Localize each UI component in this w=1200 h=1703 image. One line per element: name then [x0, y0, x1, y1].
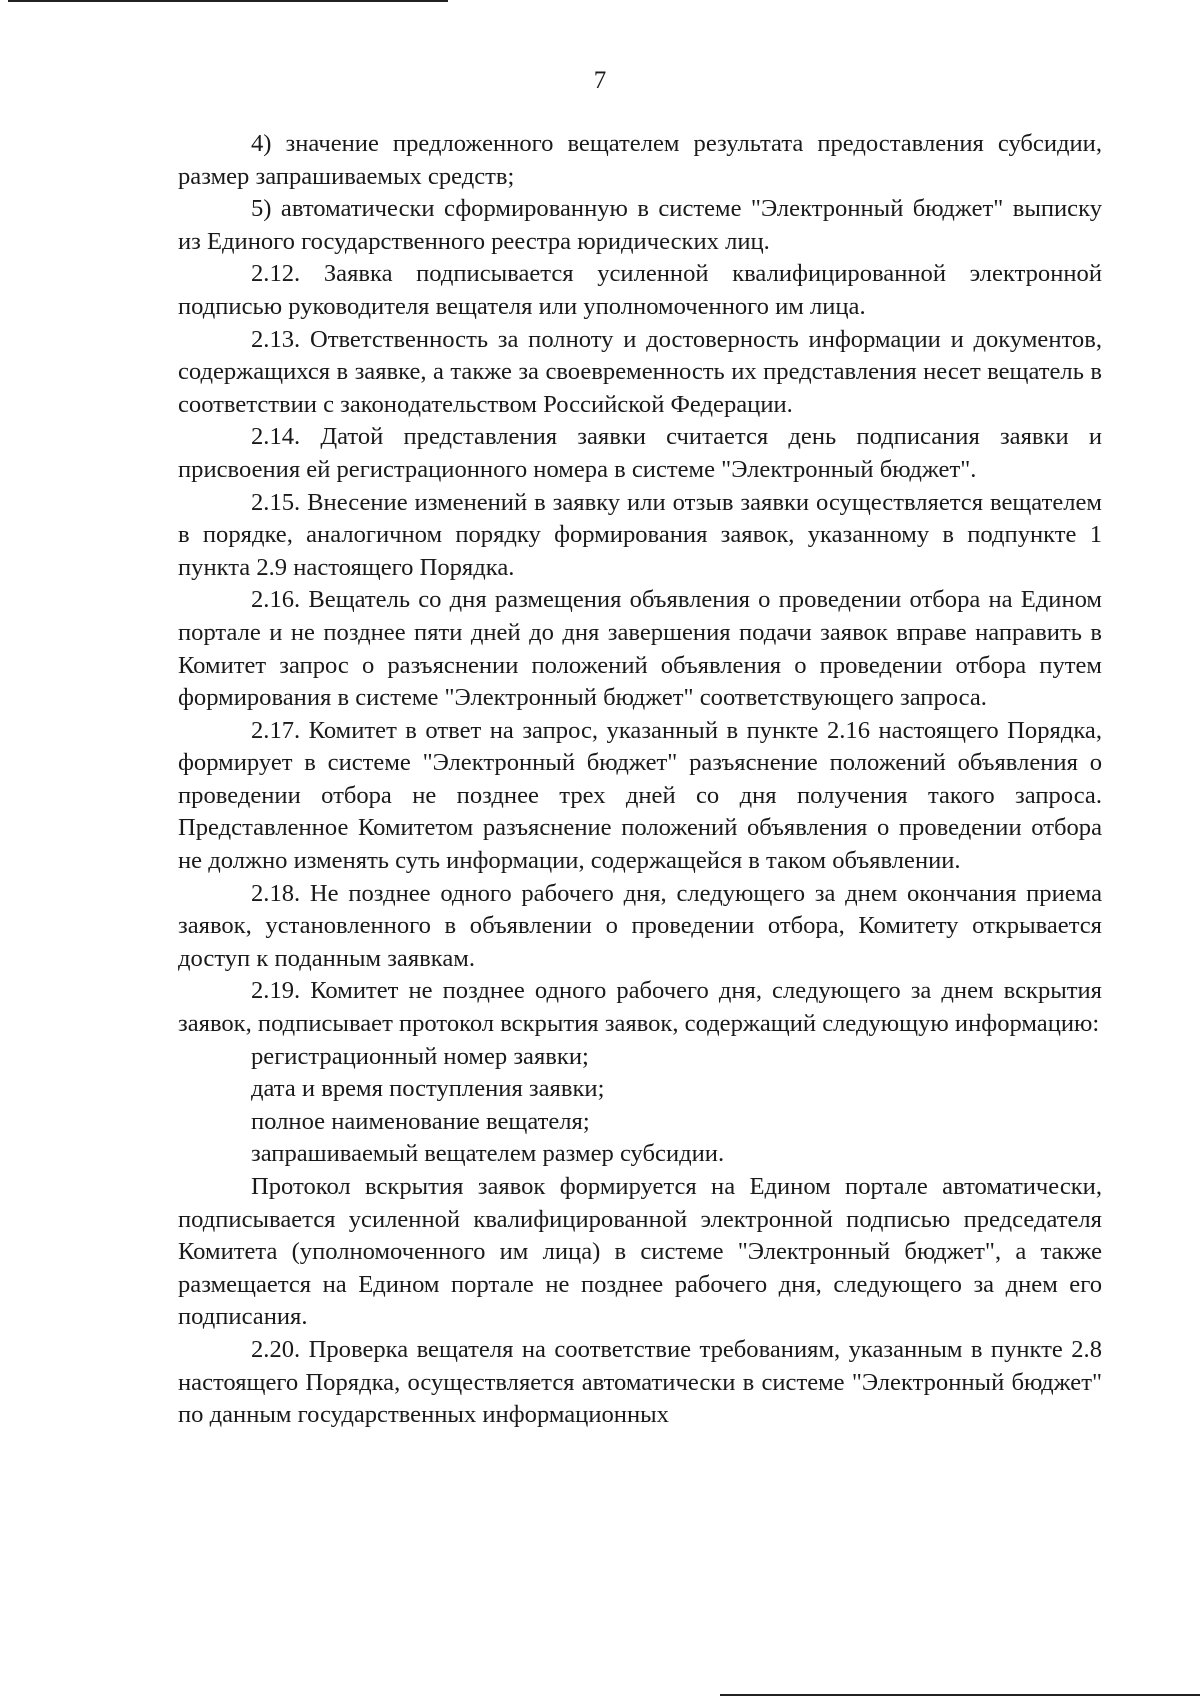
- list-item-full-name: полное наименование вещателя;: [251, 1107, 590, 1135]
- list-item-date-time: дата и время поступления заявки;: [251, 1075, 605, 1103]
- scan-edge-bottom: [720, 1694, 1200, 1696]
- paragraph-2-12: 2.12. Заявка подписывается усиленной квалифицированной электронной подписью руководителя вещателя или уполномоченного им лица.: [178, 260, 1102, 320]
- list-item-subsidy-amount: запрашиваемый вещателем размер субсидии.: [251, 1140, 725, 1168]
- scan-edge-top: [8, 0, 448, 2]
- paragraph-item-4: 4) значение предложенного вещателем результата предоставления субсидии, размер запрашиваемых средств;: [178, 130, 1102, 190]
- paragraph-2-13: 2.13. Ответственность за полноту и достоверность информации и документов, содержащихся в заявке, а также за своевременность их представления несет вещатель в соответствии с законодательством Российской Федерации.: [178, 325, 1102, 418]
- list-item-registration-number: регистрационный номер заявки;: [251, 1042, 589, 1070]
- paragraph-2-14: 2.14. Датой представления заявки считается день подписания заявки и присвоения ей регистрационного номера в системе "Электронный бюджет".: [178, 423, 1102, 483]
- document-body: [178, 128, 1102, 1432]
- paragraph-2-19: 2.19. Комитет не позднее одного рабочего дня, следующего за днем вскрытия заявок, подписывает протокол вскрытия заявок, содержащий следующую информацию:: [178, 977, 1102, 1038]
- paragraph-protocol: Протокол вскрытия заявок формируется на Едином портале автоматически, подписывается усиленной квалифицированной электронной подписью председателя Комитета (уполномоченного им лица) в системе "Электронный бюджет", а также размещается на Едином портале не позднее рабочего дня, следующего за днем его подписания.: [178, 1173, 1102, 1331]
- paragraph-2-15: 2.15. Внесение изменений в заявку или отзыв заявки осуществляется вещателем в порядке, аналогичном порядку формирования заявок, указанному в подпункте 1 пункта 2.9 настоящего Порядка.: [178, 488, 1102, 581]
- paragraph-2-16: 2.16. Вещатель со дня размещения объявления о проведении отбора на Едином портале и не позднее пяти дней до дня завершения подачи заявок вправе направить в Комитет запрос о разъяснении положений объявления о проведении отбора путем формирования в системе "Электронный бюджет" соответствующего запроса.: [178, 586, 1102, 712]
- page-number: 7: [593, 67, 607, 94]
- paragraph-2-20: 2.20. Проверка вещателя на соответствие требованиям, указанным в пункте 2.8 настоящего Порядка, осуществляется автоматически в системе "Электронный бюджет" по данным государственных информационных: [178, 1335, 1102, 1429]
- paragraph-2-17: 2.17. Комитет в ответ на запрос, указанный в пункте 2.16 настоящего Порядка, формирует в системе "Электронный бюджет" разъяснение положений объявления о проведении отбора не позднее трех дней со дня получения такого запроса. Представленное Комитетом разъяснение положений объявления о проведении отбора не должно изменять суть информации, содержащейся в таком объявлении.: [178, 716, 1102, 875]
- paragraph-2-18: 2.18. Не позднее одного рабочего дня, следующего за днем окончания приема заявок, установленного в объявлении о проведении отбора, Комитету открывается доступ к поданным заявкам.: [178, 879, 1102, 972]
- paragraph-item-5: 5) автоматически сформированную в системе "Электронный бюджет" выписку из Единого государственного реестра юридических лиц.: [178, 195, 1102, 255]
